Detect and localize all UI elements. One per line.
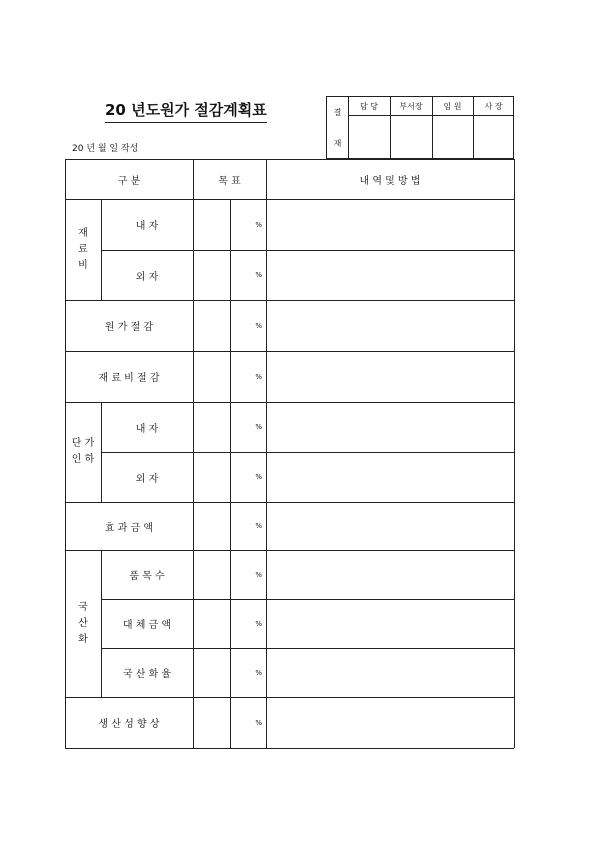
approval-header-staff: 담 당 bbox=[360, 101, 378, 111]
approval-sign-box[interactable] bbox=[432, 115, 473, 159]
row-label-domestic: 내 자 bbox=[135, 221, 159, 232]
row-label-localization-rate: 국 산 화 율 bbox=[122, 669, 172, 680]
approval-side-label: 결 bbox=[333, 108, 342, 117]
target-percent-cell[interactable]: % bbox=[255, 321, 262, 330]
target-percent-cell[interactable]: % bbox=[255, 271, 262, 279]
details-cell[interactable] bbox=[266, 250, 514, 300]
row-label-productivity: 생 산 성 향 상 bbox=[98, 719, 160, 730]
approval-sign-box[interactable] bbox=[348, 115, 390, 159]
details-cell[interactable] bbox=[266, 550, 514, 599]
target-percent-cell[interactable]: % bbox=[255, 668, 262, 677]
row-label-substitution-amount: 대 체 금 액 bbox=[122, 620, 172, 631]
target-value-cell[interactable] bbox=[193, 402, 230, 452]
details-cell[interactable] bbox=[266, 199, 514, 250]
approval-header-executive: 임 원 bbox=[443, 101, 462, 111]
group-material-cost: 재 료 비 bbox=[78, 227, 88, 271]
group-localization: 국 산 화 bbox=[78, 601, 88, 645]
row-label-item-count: 품 목 수 bbox=[129, 571, 165, 582]
target-percent-cell[interactable]: % bbox=[255, 522, 262, 530]
target-percent-cell[interactable]: % bbox=[255, 473, 262, 481]
approval-side-label: 재 bbox=[333, 139, 342, 148]
target-value-cell[interactable] bbox=[193, 599, 230, 648]
header-details: 내 역 및 방 법 bbox=[359, 175, 421, 187]
target-percent-cell[interactable]: % bbox=[255, 718, 262, 727]
target-value-cell[interactable] bbox=[193, 300, 230, 351]
target-value-cell[interactable] bbox=[193, 351, 230, 402]
details-cell[interactable] bbox=[266, 697, 514, 748]
approval-header-dept-head: 부서장 bbox=[399, 101, 423, 111]
details-cell[interactable] bbox=[266, 351, 514, 402]
target-percent-cell[interactable]: % bbox=[255, 570, 262, 579]
target-value-cell[interactable] bbox=[193, 697, 230, 748]
cost-reduction-table bbox=[65, 159, 514, 748]
row-label-cost-reduction: 원 가 절 감 bbox=[104, 322, 154, 333]
approval-header-president: 사 장 bbox=[484, 101, 503, 111]
details-cell[interactable] bbox=[266, 648, 514, 697]
approval-sign-box[interactable] bbox=[473, 115, 514, 159]
details-cell[interactable] bbox=[266, 402, 514, 452]
header-category: 구 분 bbox=[117, 175, 141, 187]
row-label-material-reduction: 재 료 비 절 감 bbox=[98, 373, 160, 384]
target-percent-cell[interactable]: % bbox=[255, 423, 262, 431]
details-cell[interactable] bbox=[266, 599, 514, 648]
row-label-foreign: 외 자 bbox=[135, 473, 159, 485]
details-cell[interactable] bbox=[266, 300, 514, 351]
approval-box bbox=[326, 96, 514, 159]
row-label-effect-amount: 효 과 금 액 bbox=[104, 522, 154, 534]
page-title: 20 년도원가 절감계획표 bbox=[105, 99, 267, 123]
row-label-foreign: 외 자 bbox=[135, 271, 159, 283]
target-percent-cell[interactable]: % bbox=[255, 220, 262, 229]
details-cell[interactable] bbox=[266, 452, 514, 502]
target-value-cell[interactable] bbox=[193, 502, 230, 550]
target-percent-cell[interactable]: % bbox=[255, 619, 262, 628]
details-cell[interactable] bbox=[266, 502, 514, 550]
target-value-cell[interactable] bbox=[193, 199, 230, 250]
target-value-cell[interactable] bbox=[193, 250, 230, 300]
approval-sign-box[interactable] bbox=[390, 115, 432, 159]
row-label-domestic: 내 자 bbox=[135, 423, 159, 435]
target-percent-cell[interactable]: % bbox=[255, 372, 262, 381]
date-line: 20 년 월 일 작성 bbox=[72, 144, 139, 154]
group-unit-price-reduction: 단 가 인 하 bbox=[71, 438, 95, 465]
target-value-cell[interactable] bbox=[193, 648, 230, 697]
target-value-cell[interactable] bbox=[193, 452, 230, 502]
header-target: 목 표 bbox=[218, 175, 241, 187]
target-value-cell[interactable] bbox=[193, 550, 230, 599]
